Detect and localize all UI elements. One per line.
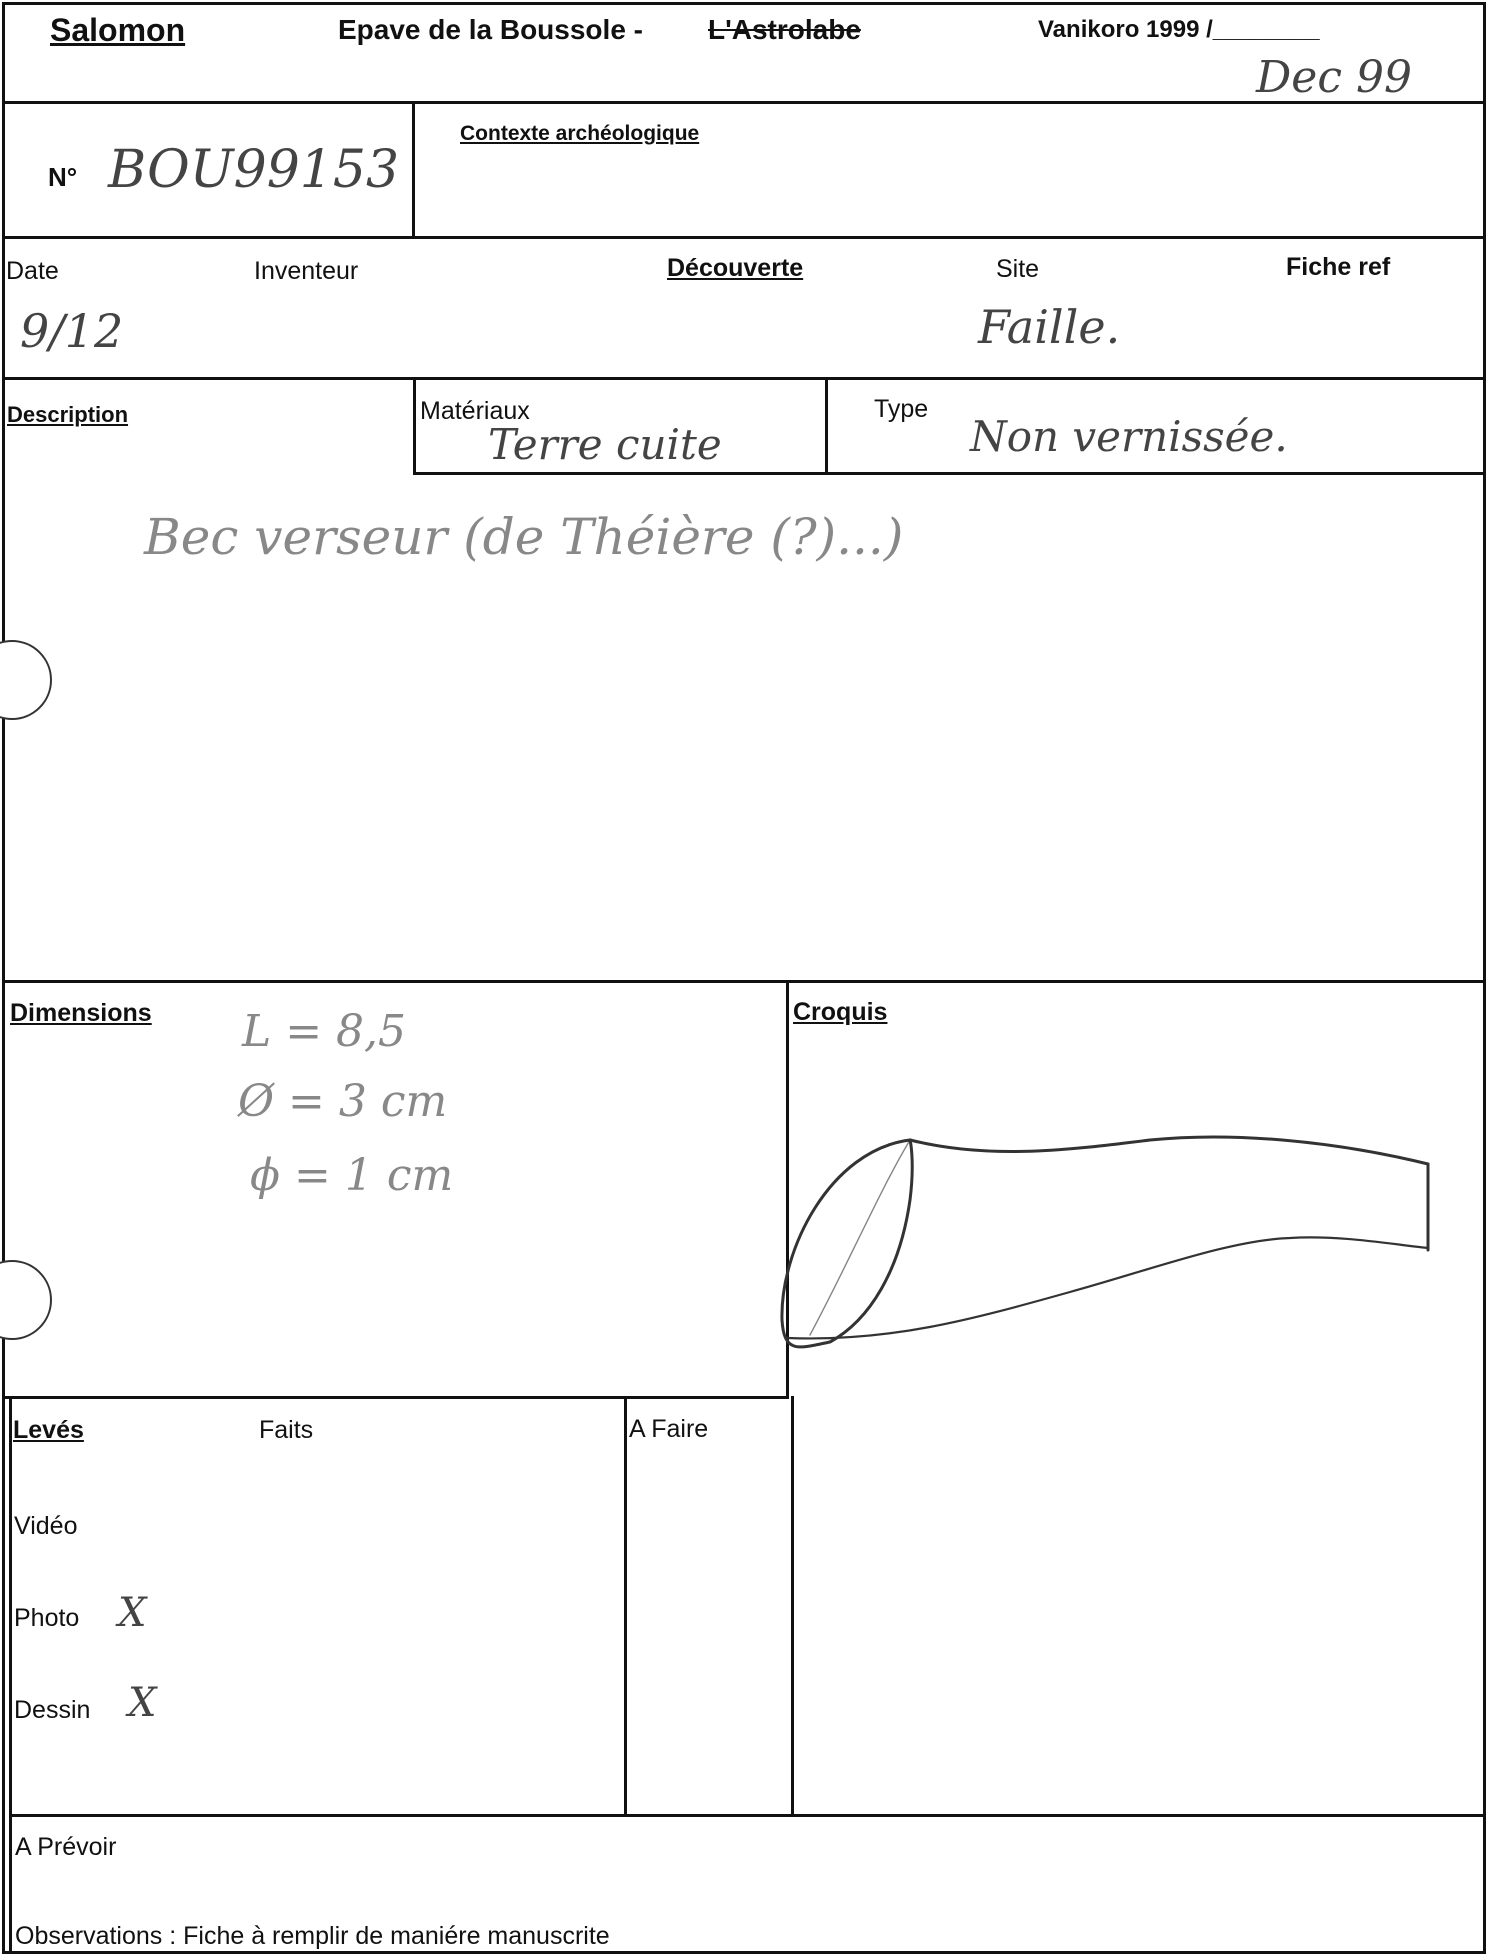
- frame-right-border: [1483, 2, 1486, 1954]
- dimension-inner-diameter: ϕ = 1 cm: [250, 1150, 454, 1201]
- context-label: Contexte archéologique: [460, 122, 700, 145]
- materials-value: Terre cuite: [488, 420, 722, 469]
- date-label: Date: [6, 257, 59, 285]
- frame-top-border: [2, 2, 1486, 5]
- discovery-divider: [2, 377, 1486, 380]
- leves-row-drawing-label: Dessin: [14, 1696, 91, 1724]
- leves-row-photo-label: Photo: [14, 1604, 80, 1632]
- done-column-label: Faits: [259, 1416, 314, 1444]
- discovery-label: Découverte: [667, 254, 804, 282]
- location-year: Vanikoro 1999 /________: [1038, 16, 1320, 43]
- materials-left-border: [413, 377, 416, 475]
- faits-afaire-divider: [624, 1396, 627, 1816]
- description-label: Description: [7, 402, 129, 427]
- month-handwritten: Dec 99: [1256, 52, 1412, 103]
- ship-name: L'Astrolabe: [708, 14, 861, 45]
- observations-text: Observations : Fiche à remplir de maniére manuscrite: [15, 1922, 610, 1950]
- org-name: Salomon: [50, 12, 186, 48]
- leves-row-photo-done: X: [118, 1590, 147, 1636]
- description-text: Bec verseur (de Théière (?)...): [144, 508, 904, 566]
- number-divider: [412, 101, 415, 238]
- site-value: Faille.: [978, 300, 1121, 354]
- date-value: 9/12: [20, 304, 124, 358]
- site-label: Site: [996, 255, 1040, 283]
- context-divider: [2, 236, 1486, 239]
- materials-type-divider: [825, 377, 828, 473]
- dimension-outer-diameter: Ø = 3 cm: [238, 1076, 448, 1127]
- frame-bottom-border: [2, 1951, 1486, 1954]
- leves-row-drawing-done: X: [128, 1680, 157, 1726]
- binder-hole-top: [0, 640, 52, 720]
- dimension-length: L = 8,5: [242, 1006, 407, 1057]
- description-divider: [2, 980, 1486, 983]
- afaire-sketch-divider: [791, 1396, 794, 1816]
- wreck-title: Epave de la Boussole -: [338, 14, 643, 45]
- number-label: N°: [48, 162, 78, 192]
- footer-left-border: [9, 1814, 12, 1954]
- materials-bottom-border: [413, 472, 1486, 475]
- frame-left-border: [2, 2, 5, 1954]
- leves-label: Levés: [13, 1416, 84, 1444]
- type-label: Type: [874, 395, 929, 423]
- inventor-label: Inventeur: [254, 257, 359, 285]
- ref-label: Fiche ref: [1286, 253, 1391, 281]
- todo-column-label: A Faire: [629, 1415, 709, 1443]
- leves-left-border: [9, 1396, 12, 1816]
- binder-hole-bottom: [0, 1260, 52, 1340]
- materials-label: Matériaux: [420, 397, 530, 425]
- dimensions-bottom-border: [2, 1396, 789, 1399]
- leves-row-video-label: Vidéo: [14, 1512, 78, 1540]
- spout-drawing: [770, 1120, 1440, 1360]
- dimensions-label: Dimensions: [10, 999, 152, 1027]
- type-value: Non vernissée.: [970, 412, 1288, 461]
- sketch-label: Croquis: [793, 998, 888, 1026]
- plan-label: A Prévoir: [15, 1833, 117, 1861]
- footer-divider: [9, 1814, 1486, 1817]
- number-value: BOU99153: [108, 140, 400, 200]
